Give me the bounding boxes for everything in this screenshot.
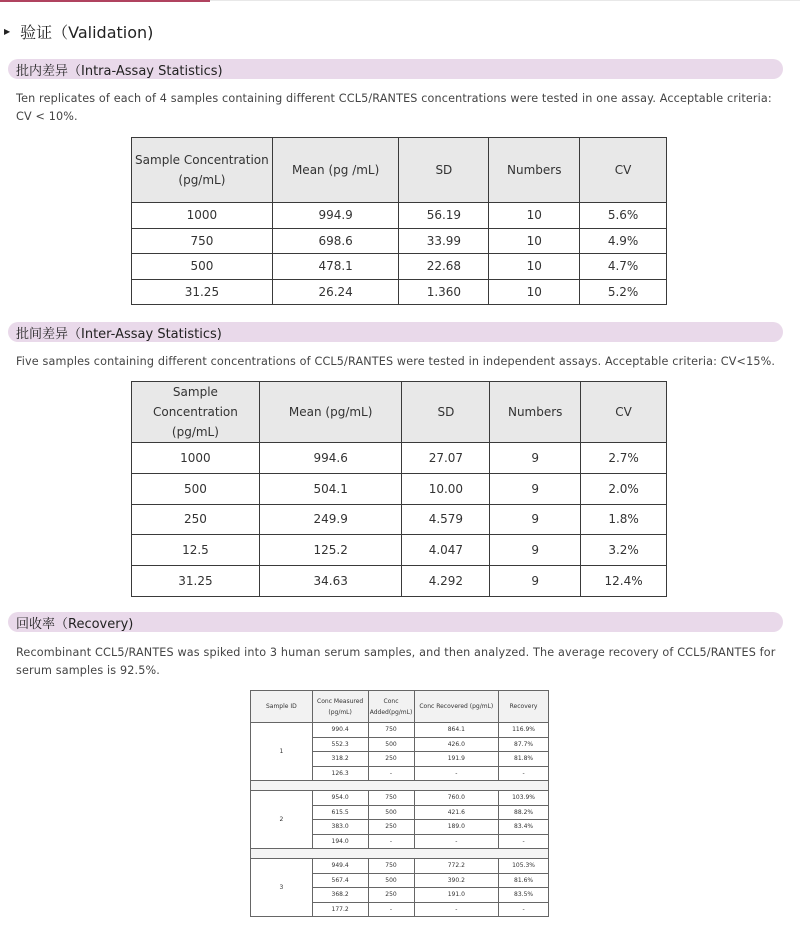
intra-header-cell: Mean (pg /mL)	[272, 138, 399, 203]
inter-header-cell: SD	[402, 382, 490, 443]
intra-header-row	[132, 138, 667, 203]
intra-table-cell: 5.6%	[580, 203, 667, 229]
page-title	[4, 20, 153, 43]
recovery-table-cell: 383.0	[312, 820, 368, 835]
recovery-table-cell: 421.6	[414, 805, 499, 820]
inter-table-cell: 4.579	[402, 504, 490, 535]
inter-header-cell: Sample Concentration (pg/mL)	[132, 382, 260, 443]
recovery-spacer-cell	[251, 781, 549, 791]
intra-table-cell: 10	[489, 228, 580, 254]
recovery-header-cell: Sample ID	[251, 691, 313, 723]
recovery-table-cell: 426.0	[414, 737, 499, 752]
recovery-table-cell: 189.0	[414, 820, 499, 835]
recovery-table-cell: 864.1	[414, 723, 499, 738]
inter-table-row	[132, 443, 667, 474]
inter-table-row	[132, 535, 667, 566]
recovery-table-cell: 990.4	[312, 723, 368, 738]
recovery-table	[250, 690, 549, 917]
recovery-table-cell: 500	[368, 737, 414, 752]
recovery-sample-id: 3	[251, 859, 313, 917]
recovery-sample-id: 1	[251, 723, 313, 781]
recovery-sample-id: 2	[251, 791, 313, 849]
inter-table-cell: 2.0%	[581, 473, 667, 504]
intra-table-cell: 1.360	[399, 279, 489, 305]
inter-table-cell: 250	[132, 504, 260, 535]
recovery-table-cell: 87.7%	[499, 737, 549, 752]
recovery-table-cell: 318.2	[312, 752, 368, 767]
recovery-table-cell: 126.3	[312, 766, 368, 781]
recovery-table-cell: -	[499, 834, 549, 849]
recovery-table-cell: 191.9	[414, 752, 499, 767]
intra-header-cell: SD	[399, 138, 489, 203]
inter-table-cell: 2.7%	[581, 443, 667, 474]
recovery-table-cell: 500	[368, 873, 414, 888]
inter-table-row	[132, 504, 667, 535]
recovery-table-cell: 83.4%	[499, 820, 549, 835]
recovery-table-body	[251, 723, 549, 917]
inter-header-row	[132, 382, 667, 443]
intra-table-cell: 26.24	[272, 279, 399, 305]
inter-table-body	[132, 443, 667, 597]
recovery-table-cell: 81.8%	[499, 752, 549, 767]
intra-table-body	[132, 203, 667, 305]
intra-table-cell: 4.7%	[580, 254, 667, 280]
intra-table-cell: 56.19	[399, 203, 489, 229]
recovery-header-cell: Conc Measured (pg/mL)	[312, 691, 368, 723]
recovery-table-cell: 194.0	[312, 834, 368, 849]
inter-assay-description: Five samples containing different concentrations of CCL5/RANTES were tested in independent assays. Acceptable criteria: CV<15%.	[16, 355, 776, 368]
page-title-text: 验证（Validation)	[20, 23, 154, 42]
recovery-table-cell: 760.0	[414, 791, 499, 806]
intra-table-cell: 500	[132, 254, 273, 280]
recovery-spacer-row	[251, 781, 549, 791]
inter-table-cell: 12.5	[132, 535, 260, 566]
recovery-table-cell: -	[499, 766, 549, 781]
inter-assay-table	[131, 381, 667, 597]
recovery-table-cell: -	[368, 834, 414, 849]
inter-table-cell: 4.292	[402, 566, 490, 597]
recovery-table-cell: 250	[368, 752, 414, 767]
inter-table-cell: 9	[490, 473, 581, 504]
inter-table-cell: 1000	[132, 443, 260, 474]
intra-header-cell: Numbers	[489, 138, 580, 203]
inter-table-cell: 3.2%	[581, 535, 667, 566]
intra-table-cell: 22.68	[399, 254, 489, 280]
inter-table-cell: 9	[490, 443, 581, 474]
recovery-table-cell: -	[414, 902, 499, 917]
recovery-spacer-cell	[251, 849, 549, 859]
inter-table-cell: 9	[490, 566, 581, 597]
top-divider	[210, 0, 800, 1]
intra-table-cell: 10	[489, 279, 580, 305]
inter-table-cell: 125.2	[259, 535, 402, 566]
recovery-header-row	[251, 691, 549, 723]
intra-table-cell: 31.25	[132, 279, 273, 305]
intra-table-cell: 5.2%	[580, 279, 667, 305]
inter-table-cell: 12.4%	[581, 566, 667, 597]
intra-table-row	[132, 279, 667, 305]
intra-assay-table	[131, 137, 667, 305]
intra-table-cell: 1000	[132, 203, 273, 229]
top-accent-line	[0, 0, 210, 2]
recovery-table-cell: 368.2	[312, 888, 368, 903]
recovery-table-cell: 88.2%	[499, 805, 549, 820]
recovery-header-cell: Conc Recovered (pg/mL)	[414, 691, 499, 723]
recovery-table-cell: -	[368, 902, 414, 917]
intra-header-cell: CV	[580, 138, 667, 203]
intra-assay-description: Ten replicates of each of 4 samples containing different CCL5/RANTES concentrations were tested in one assay. Acceptable criteria: CV < 10%.	[16, 92, 772, 123]
recovery-table-cell: 177.2	[312, 902, 368, 917]
recovery-table-cell: 772.2	[414, 859, 499, 874]
intra-table-cell: 478.1	[272, 254, 399, 280]
inter-header-cell: Numbers	[490, 382, 581, 443]
inter-table-cell: 1.8%	[581, 504, 667, 535]
intra-table-cell: 10	[489, 254, 580, 280]
intra-table-row	[132, 203, 667, 229]
recovery-table-cell: 103.9%	[499, 791, 549, 806]
recovery-table-cell: 390.2	[414, 873, 499, 888]
inter-table-cell: 27.07	[402, 443, 490, 474]
recovery-table-cell: 615.5	[312, 805, 368, 820]
recovery-table-cell: 250	[368, 888, 414, 903]
inter-table-row	[132, 566, 667, 597]
inter-table-cell: 9	[490, 535, 581, 566]
recovery-table-cell: 105.3%	[499, 859, 549, 874]
recovery-table-row	[251, 859, 549, 874]
recovery-heading: 回收率（Recovery)	[8, 612, 783, 632]
recovery-table-cell: 250	[368, 820, 414, 835]
recovery-table-cell: 750	[368, 723, 414, 738]
recovery-table-cell: 750	[368, 859, 414, 874]
inter-table-cell: 10.00	[402, 473, 490, 504]
intra-header-cell: Sample Concentration (pg/mL)	[132, 138, 273, 203]
recovery-header-cell: Conc Added(pg/mL)	[368, 691, 414, 723]
intra-table-cell: 33.99	[399, 228, 489, 254]
recovery-table-cell: 191.0	[414, 888, 499, 903]
recovery-table-cell: -	[368, 766, 414, 781]
inter-table-cell: 249.9	[259, 504, 402, 535]
recovery-table-row	[251, 791, 549, 806]
recovery-table-cell: 500	[368, 805, 414, 820]
inter-assay-heading: 批间差异（Inter-Assay Statistics)	[8, 322, 783, 342]
recovery-header-cell: Recovery	[499, 691, 549, 723]
intra-table-cell: 750	[132, 228, 273, 254]
recovery-description: Recombinant CCL5/RANTES was spiked into 3 human serum samples, and then analyzed. The average recovery of CCL5/RANTES for serum samples is 92.5%.	[16, 646, 776, 677]
bullet-icon: ▶	[4, 27, 11, 36]
inter-header-cell: Mean (pg/mL)	[259, 382, 402, 443]
inter-table-cell: 34.63	[259, 566, 402, 597]
recovery-table-cell: 81.6%	[499, 873, 549, 888]
recovery-table-cell: 567.4	[312, 873, 368, 888]
recovery-table-cell: -	[414, 766, 499, 781]
recovery-table-cell: -	[414, 834, 499, 849]
recovery-table-cell: 750	[368, 791, 414, 806]
inter-table-cell: 9	[490, 504, 581, 535]
inter-header-cell: CV	[581, 382, 667, 443]
intra-table-cell: 994.9	[272, 203, 399, 229]
intra-table-cell: 698.6	[272, 228, 399, 254]
inter-table-cell: 994.6	[259, 443, 402, 474]
intra-assay-heading: 批内差异（Intra-Assay Statistics)	[8, 59, 783, 79]
intra-table-cell: 10	[489, 203, 580, 229]
recovery-table-row	[251, 723, 549, 738]
recovery-table-cell: 116.9%	[499, 723, 549, 738]
recovery-table-cell: 83.5%	[499, 888, 549, 903]
intra-table-cell: 4.9%	[580, 228, 667, 254]
inter-table-cell: 4.047	[402, 535, 490, 566]
intra-table-row	[132, 254, 667, 280]
recovery-spacer-row	[251, 849, 549, 859]
recovery-table-cell: -	[499, 902, 549, 917]
recovery-table-cell: 949.4	[312, 859, 368, 874]
recovery-table-cell: 552.3	[312, 737, 368, 752]
inter-table-cell: 31.25	[132, 566, 260, 597]
inter-table-cell: 500	[132, 473, 260, 504]
inter-table-row	[132, 473, 667, 504]
inter-table-cell: 504.1	[259, 473, 402, 504]
intra-table-row	[132, 228, 667, 254]
recovery-table-cell: 954.0	[312, 791, 368, 806]
